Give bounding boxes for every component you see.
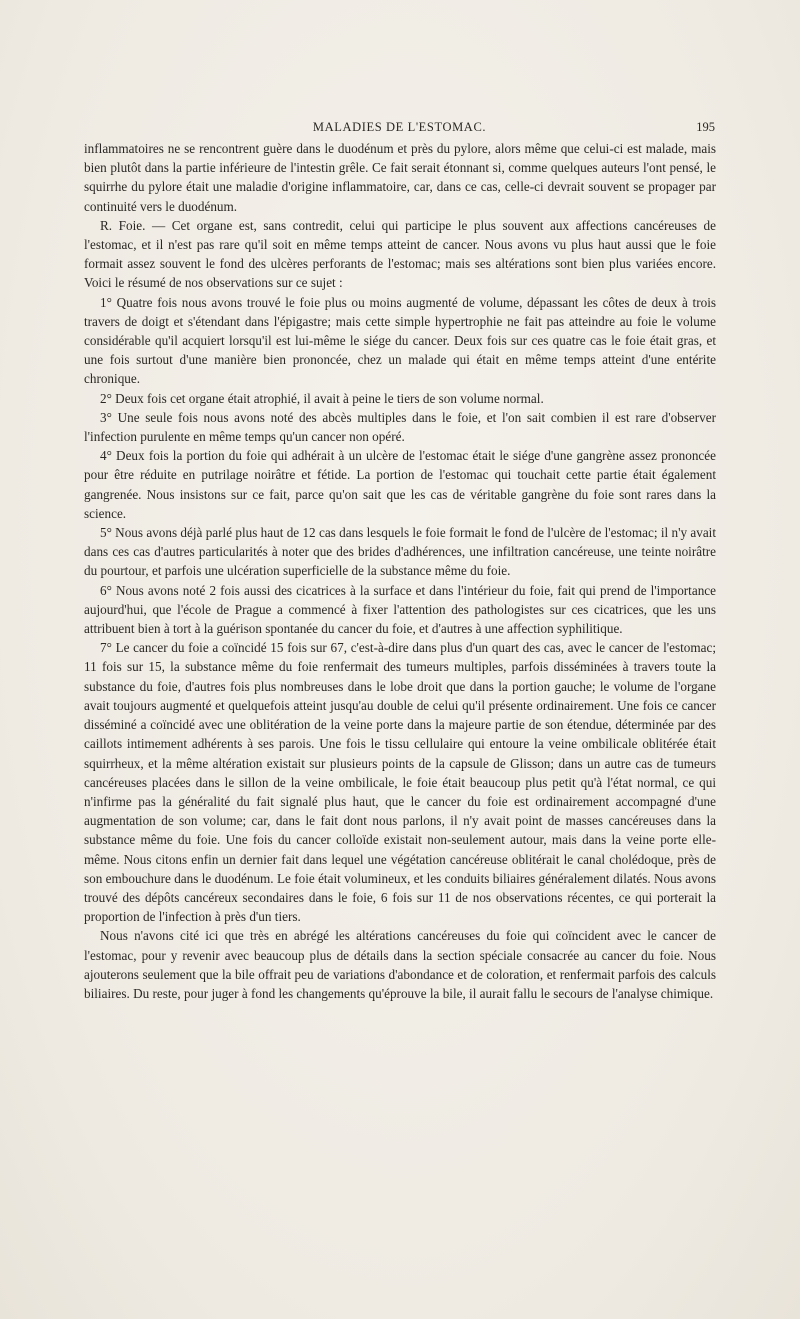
paragraph-item-1: 1° Quatre fois nous avons trouvé le foie plus ou moins augmenté de volume, dépassant les côtes de deux à trois travers de doigt et s'étendant dans l'épigastre; mais cette simple hypertrophie ne fait pas atteindre au foie le volume considérable qu'il acquiert lorsqu'il est lui-même le siége du cancer. Deux fois sur ces quatre cas le foie était gras, et une fois surtout d'une manière bien prononcée, chez un malade qui était en même temps atteint d'une entérite chronique. xyxy=(84,294,716,387)
paragraph-item-2: 2° Deux fois cet organe était atrophié, il avait à peine le tiers de son volume normal. xyxy=(100,390,544,406)
page-header xyxy=(84,120,715,138)
paragraph-item-7: 7° Le cancer du foie a coïncidé 15 fois sur 67, c'est-à-dire dans plus d'un quart des cas, avec le cancer de l'estomac; 11 fois sur 15, la substance même du foie renfermait des tumeurs multiples, parfois disséminées à travers toute la substance du foie, d'autres fois plus nombreuses dans le lobe droit que dans la portion gauche; le volume de l'organe avait toujours augmenté et quelquefois atteint jusqu'au double de celui qu'il présente ordinairement. Une fois ce cancer disséminé a coïncidé avec une oblitération de la veine porte dans la majeure partie de son étendue, déterminée par des caillots intimement adhérents à ses parois. Une fois le tissu cellulaire qui entoure la veine ombilicale oblitérée était squirrheux, et la même altération existait sur plusieurs points de la capsule de Glisson; dans un autre cas de tumeurs cancéreuses placées dans le sillon de la veine ombilicale, le foie était beaucoup plus petit qu'à l'état normal, ce qui n'infirme pas la généralité du fait signalé plus haut, que le cancer du foie est ordinairement accompagné d'une augmentation de son volume; car, dans le fait dont nous parlons, il n'y avait point de masses cancéreuses dans la substance même du foie. Une fois du cancer colloïde existait non-seulement autour, mais dans la veine porte elle-même. Nous citons enfin un dernier fait dans lequel une végétation cancéreuse oblitérait le canal cholédoque, près de son embouchure dans le duodénum. Le foie était volumineux, et les conduits biliaires généralement dilatés. Nous avons trouvé des dépôts cancéreux secondaires dans le foie, 6 fois sur 11 de nos observations récentes, ce qui porterait la proportion de l'infection à près d'un tiers. xyxy=(84,640,716,925)
paragraph-item-6: 6° Nous avons noté 2 fois aussi des cicatrices à la surface et dans l'intérieur du foie, fait qui prend de l'importance aujourd'hui, que l'école de Prague a commencé à fixer l'attention des pathologistes sur ces cicatrices, que les uns attribuent bien à tort à la guérison spontanée du cancer du foie, et d'autres à une affection syphilitique. xyxy=(84,582,716,637)
paragraph-item-3: 3° Une seule fois nous avons noté des abcès multiples dans le foie, et l'on sait combien il est rare d'observer l'infection purulente en même temps qu'un cancer non opéré. xyxy=(84,409,716,445)
paragraph-continuation: inflammatoires ne se rencontrent guère dans le duodénum et près du pylore, alors même que celui-ci est malade, mais bien plutôt dans la partie inférieure de l'intestin grêle. Ce fait serait étonnant si, comme quelques auteurs l'ont pensé, le squirrhe du pylore était une maladie d'origine inflammatoire, car, dans ce cas, celle-ci devrait souvent se propager par continuité vers le duodénum. xyxy=(84,141,716,214)
page-number: 195 xyxy=(696,120,715,134)
paragraph-conclusion: Nous n'avons cité ici que très en abrégé les altérations cancéreuses du foie qui coïncident avec le cancer de l'estomac, pour y revenir avec beaucoup plus de détails dans la section spéciale consacrée au cancer du foie. Nous ajouterons seulement que la bile offrait peu de variations d'abondance et de coloration, et renfermait parfois des calculs biliaires. Du reste, pour juger à fond les changements qu'éprouve la bile, il aurait fallu le secours de l'analyse chimique. xyxy=(84,928,716,1001)
paragraph-foie-intro: R. Foie. — Cet organe est, sans contredit, celui qui participe le plus souvent aux affections cancéreuses de l'estomac, et il n'est pas rare qu'il soit en même temps atteint de cancer. Nous avons vu plus haut aussi que le foie formait assez souvent le fond des ulcères perforants de l'estomac; mais ses altérations sont bien plus variées encore. Voici le résumé de nos observations sur ce sujet : xyxy=(84,217,716,291)
running-title: MALADIES DE L'ESTOMAC. xyxy=(312,120,487,134)
body-text xyxy=(84,139,716,1003)
paragraph-item-5: 5° Nous avons déjà parlé plus haut de 12 cas dans lesquels le foie formait le fond de l'ulcère de l'estomac; il n'y avait dans ces cas d'autres particularités à noter que des brides d'adhérences, une infiltration cancéreuse, une teinte noirâtre du pourtour, et parfois une ulcération superficielle de la substance même du foie. xyxy=(84,525,716,579)
paragraph-item-4: 4° Deux fois la portion du foie qui adhérait à un ulcère de l'estomac était le siége d'une gangrène assez prononcée pour être réduite en putrilage noirâtre et fétide. La portion de l'estomac qui touchait cette partie était également gangrenée. Nous insistons sur ce fait, parce qu'on sait que les cas de véritable gangrène du foie sont rares dans la science. xyxy=(84,448,716,521)
